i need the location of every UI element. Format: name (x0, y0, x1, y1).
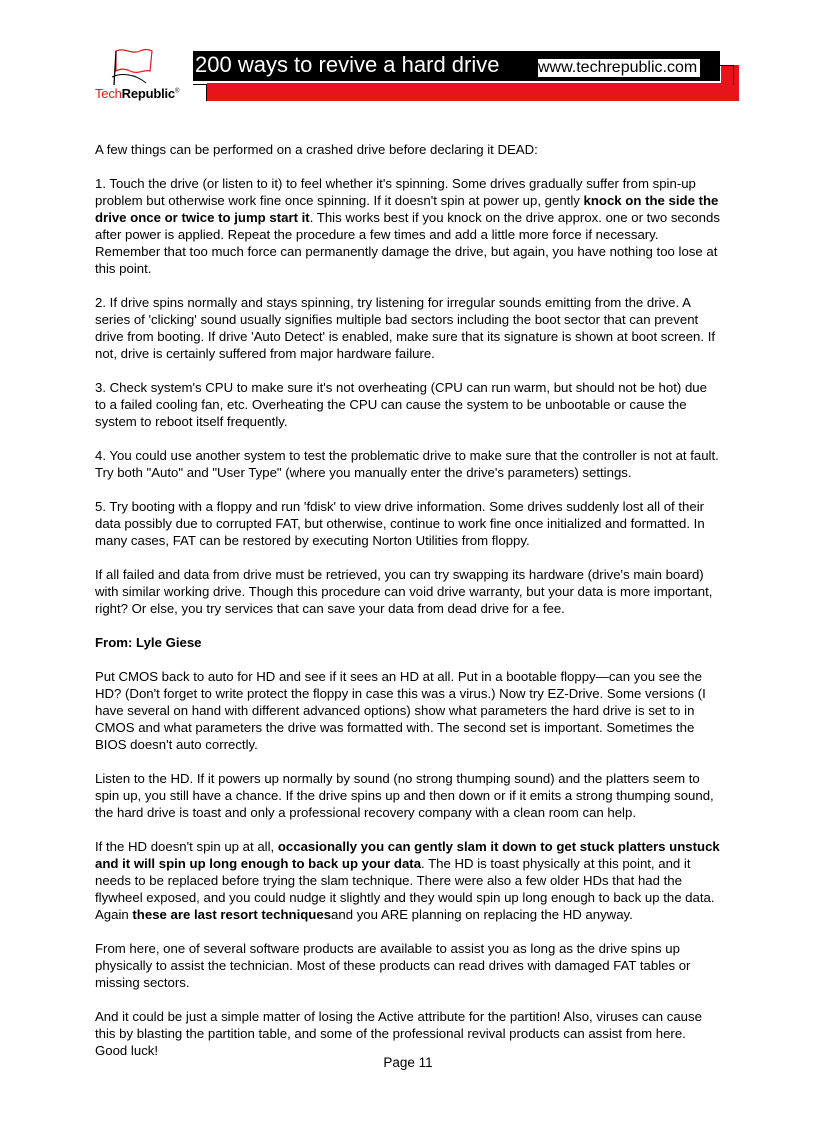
page-number: Page 11 (383, 1055, 433, 1070)
divider (206, 84, 207, 101)
site-url: www.techrepublic.com (538, 59, 700, 77)
paragraph-5: 5. Try booting with a floppy and run 'fdisk' to view drive information. Some drives suddenly lost all of their data possibly due to corrupted FAT, but otherwise, continue to work fine once initialized and formatted. In many cases, FAT can be restored by executing Norton Utilities from floppy. (95, 499, 705, 548)
paragraph-2: 2. If drive spins normally and stays spinning, try listening for irregular sounds emitting from the drive. A series of 'clicking' sound usually signifies multiple bad sectors including the boot sector that can prevent drive from booting. If drive 'Auto Detect' is enabled, make sure that its signature is shown at boot screen. If not, drive is certainly suffered from major hardware failure. (95, 295, 716, 361)
document-title: 200 ways to revive a hard drive (195, 52, 500, 77)
paragraph-7: Put CMOS back to auto for HD and see if it sees an HD at all. Put in a bootable floppy—can you see the HD? (Don't forget to write protect the floppy in case this was a virus.) Now try EZ-Drive. Some versions (I have several on hand with different advanced options) show what parameters the hard drive is set to in CMOS and what parameters the drive was formatted with. The second set is important. Sometimes the BIOS doesn't auto correctly. (95, 669, 706, 752)
paragraph-1: 1. Touch the drive (or listen to it) to feel whether it's spinning. Some drives gradually suffer from spin-up problem but otherwise work fine once spinning. If it doesn't spin at power up, gently knock on the side the drive once or twice to jump start it. This works best if you knock on the drive approx. one or two seconds after power is applied. Repeat the procedure a few times and add a little more force if necessary. Remember that too much force can permanently damage the drive, but again, you have nothing too lose at this point. (95, 176, 720, 276)
paragraph-6: If all failed and data from drive must be retrieved, you can try swapping its hardware (drive's main board) with similar working drive. Though this procedure can void drive warranty, but your data is more important, right? Or else, you try services that can save your data from dead drive for a fee. (95, 567, 713, 616)
intro-paragraph: A few things can be performed on a crashed drive before declaring it DEAD: (95, 142, 538, 157)
divider (193, 84, 207, 85)
author-heading: From: Lyle Giese (95, 635, 202, 650)
paragraph-3: 3. Check system's CPU to make sure it's not overheating (CPU can run warm, but should not be hot) due to a failed cooling fan, etc. Overheating the CPU can cause the system to be unbootable or cause the system to reboot itself frequently. (95, 380, 707, 429)
techrepublic-logo: TechRepublic® (95, 86, 180, 101)
paragraph-11: And it could be just a simple matter of losing the Active attribute for the partition! Also, viruses can cause this by blasting the partition table, and some of the professional revival products can assist from here. Good luck! (95, 1009, 702, 1058)
article-body (95, 141, 720, 1076)
divider (720, 65, 734, 66)
paragraph-10: From here, one of several software products are available to assist you as long as the drive spins up physically to assist the technician. Most of these products can read drives with damaged FAT tables or missing sectors. (95, 941, 691, 990)
paragraph-9: If the HD doesn't spin up at all, occasionally you can gently slam it down to get stuck platters unstuck and it will spin up long enough to back up your data. The HD is toast physically at this point, and it needs to be replaced before trying the slam technique. There were also a few older HDs that had the flywheel exposed, and you could nudge it slightly and they would spin up long enough to back up the data. Again these are last resort techniquesand you ARE planning on replacing the HD anyway. (95, 839, 720, 922)
divider (733, 65, 734, 85)
title-bar-shadow (207, 83, 739, 101)
page-header (0, 0, 816, 110)
paragraph-4: 4. You could use another system to test the problematic drive to make sure that the controller is not at fault. Try both "Auto" and "User Type" (where you manually enter the drive's parameters) settings. (95, 448, 719, 480)
paragraph-8: Listen to the HD. If it powers up normally by sound (no strong thumping sound) and the platters seem to spin up, you still have a chance. If the drive spins up and then down or if it emits a strong thumping sound, the hard drive is toast and only a professional recovery company with a clean room can help. (95, 771, 714, 820)
flag-logo-icon (110, 47, 156, 87)
title-bar-shadow-right (721, 65, 739, 101)
